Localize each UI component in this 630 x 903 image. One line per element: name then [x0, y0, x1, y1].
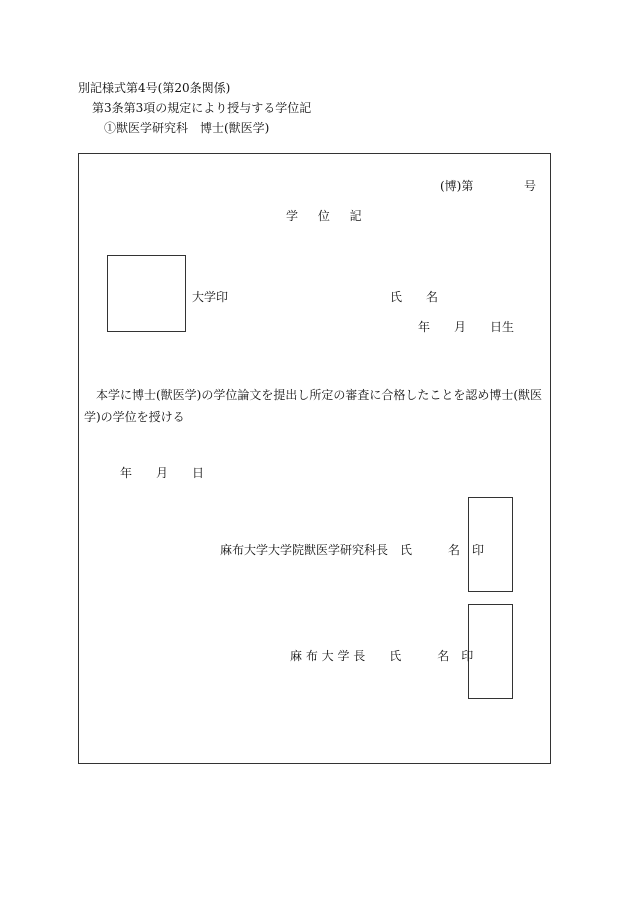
university-seal-label: 大学印 [192, 290, 229, 304]
cert-number-suffix: 号 [524, 179, 537, 193]
university-seal-box [107, 255, 186, 332]
president-signature-line: 麻 布 大 学 長 氏 名 印 [290, 649, 474, 663]
cert-number-prefix: (博)第 [440, 179, 474, 193]
certificate-body-text: 本学に博士(獣医学)の学位論文を提出し所定の審査に合格したことを認め博士(獣医学)の学位を授ける [84, 388, 543, 424]
recipient-name-label: 氏 名 [390, 290, 439, 304]
issue-date-label: 年 月 日 [120, 466, 205, 480]
dean-signature-line: 麻布大学大学院獣医学研究科長 氏 名 印 [220, 543, 485, 557]
degree-line: ①獣医学研究科 博士(獣医学) [104, 121, 270, 135]
president-seal-box [468, 604, 513, 699]
document-title: 学 位 記 [286, 209, 370, 223]
birth-date-label: 年 月 日生 [418, 320, 515, 334]
regulation-line: 第3条第3項の規定により授与する学位記 [92, 101, 312, 115]
form-number: 別記様式第4号(第20条関係) [78, 81, 231, 95]
